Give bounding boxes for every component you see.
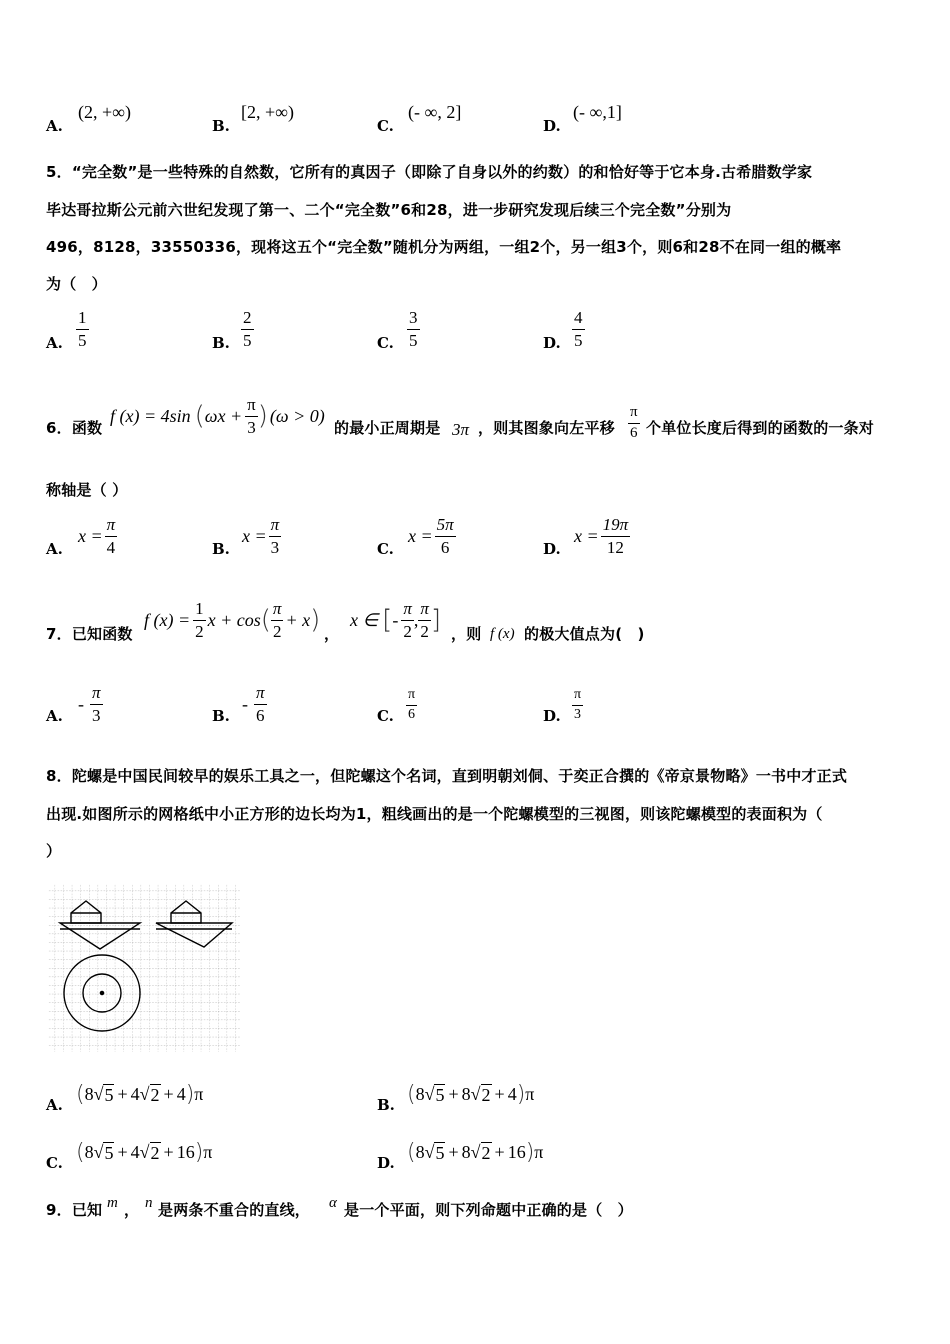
q7-fx: f (x) [490,626,515,642]
q7-option-c-math [406,688,417,722]
q6-mid-text-2: ，则其图象向左平移 [478,419,615,437]
q9-sep: ， [124,1201,140,1219]
q7-mid-text: ，则 [451,625,482,643]
q4-option-a-math: (2, +∞) [78,102,131,122]
numerator: 1 [78,308,87,327]
q4-option-c-math: (- ∞, 2] [408,102,462,122]
q6-option-a-label: A. [46,540,63,558]
numerator: π [106,515,116,534]
q6-option-b-math [242,516,281,556]
q6-text-line-2: 称轴是（ ） [46,481,128,499]
denominator: 3 [247,418,256,437]
q8-option-b-math: ( 8 √ 5 + 8 √ 2 + 4 ) π [407,1082,535,1107]
q5-option-a-label: A. [46,334,63,352]
const-c: 4 [176,1084,186,1104]
pi: π [203,1142,213,1162]
q4-option-d-label: D. [543,117,561,135]
q6-option-d-label: D. [543,540,561,558]
denominator: 5 [78,331,87,350]
q5-option-d-label: D. [543,334,561,352]
q9-mid: 是两条不重合的直线， [158,1201,311,1219]
q5-text-line-1: 5．“完全数”是一些特殊的自然数，它所有的真因子（即除了自身以外的约数）的和恰好等于它本身.古希腊数学家 [46,163,813,181]
q7-option-d-math [572,688,583,722]
root-5: 5 [104,1142,114,1163]
numerator: π [408,687,416,702]
q8-text-line-3: ） [46,842,62,860]
denominator: 3 [92,706,101,725]
coef-a: 8 [84,1084,94,1104]
numerator: 4 [574,308,583,327]
numerator: 5π [436,515,454,534]
q6-suffix: 个单位长度后得到的函数的一条对 [646,419,875,437]
q7-option-a-math [78,684,103,724]
q5-option-d-fraction [572,309,585,349]
root-2: 2 [481,1084,491,1105]
root-5: 5 [435,1142,445,1163]
numerator: π [420,599,429,618]
q4-option-b-label: B. [212,117,230,135]
const-c: 4 [507,1084,517,1104]
q5-option-a-fraction [76,309,89,349]
q7-option-d-label: D. [543,707,561,725]
q8-text-line-2: 出现.如图所示的网格纸中小正方形的边长均为1，粗线画出的是一个陀螺模型的三视图，则该陀螺模型的表面积为（ [46,805,823,823]
q6-option-c-label: C. [377,540,394,558]
coef-b: 4 [130,1142,140,1162]
pi: π [534,1142,544,1162]
q7-option-b-math [242,684,267,724]
q6-func-lhs: f (x) = 4sin [110,405,191,426]
q6-condition: (ω > 0) [269,405,325,426]
q7-option-b-label: B. [212,707,230,725]
q8-option-b-label: B. [377,1096,395,1114]
const-c: 16 [507,1142,526,1162]
coef-a: 8 [415,1084,425,1104]
lhs: x = [242,525,267,546]
denominator: 6 [440,538,450,557]
denominator: 5 [574,331,583,350]
q6-shift-fraction [628,405,640,441]
denominator: 6 [408,707,416,722]
q8-text-line-1: 8．陀螺是中国民间较早的娱乐工具之一，但陀螺这个名词，直到明朝刘侗、于奕正合撰的《帝京景物略》一书中才正式 [46,767,848,785]
numerator: 2 [243,308,252,327]
coef-a: 8 [415,1142,425,1162]
q7-plus-x: + x [285,609,311,630]
q8-option-d-math: ( 8 √ 5 + 8 √ 2 + 16 ) π [407,1140,544,1165]
coef-a: 8 [84,1142,94,1162]
lhs: x = [574,525,599,546]
sign: - [78,693,84,714]
sign: - [242,693,248,714]
coef-b: 4 [130,1084,140,1104]
root-2: 2 [150,1084,160,1105]
numerator: π [574,687,582,702]
denominator: 2 [420,622,429,641]
pi: π [525,1084,535,1104]
denominator: 2 [195,622,204,641]
q7-domain-expression: x ∈ [ - $\frac{\pi}{2}$ , $\frac{\pi}{2}$ ] [350,599,442,641]
q5-text-line-4: 为（ ） [46,275,107,293]
denominator: 4 [106,538,116,557]
q6-prefix: 6．函数 [46,419,103,437]
q6-period: 3π [452,420,470,439]
q7-comma: ， [324,625,340,643]
q7-domain-lhs: x ∈ [350,609,379,630]
numerator: π [247,395,256,414]
q7-function-expression: f (x) = $\frac{1}{2}$ x + cos ( $\frac{\pi}{2}$ + x ) [144,599,321,641]
q7-x-plus-cos: x + cos [207,609,261,630]
numerator: 19π [602,515,629,534]
q7-neg-sign: - [392,609,399,630]
q7-prefix: 7．已知函数 [46,625,133,643]
denominator: 5 [409,331,418,350]
q6-mid-text: 的最小正周期是 [334,419,441,437]
q6-option-b-label: B. [212,540,230,558]
q5-text-line-3: 496，8128，33550336，现将这五个“完全数”随机分为两组，一组2个，另一组3个，则6和28不在同一组的概率 [46,238,842,256]
q8-option-c-label: C. [46,1154,63,1172]
q7-f-lhs: f (x) = [144,609,191,630]
spinning-top-three-view-figure [46,882,244,1057]
q7-option-c-label: C. [377,707,394,725]
pi: π [194,1084,204,1104]
denominator: 12 [606,538,624,557]
root-5: 5 [435,1084,445,1105]
denominator: 6 [256,706,265,725]
denominator: 6 [630,425,638,441]
q8-option-d-label: D. [377,1154,395,1172]
numerator: 3 [409,308,418,327]
denominator: 3 [270,538,280,557]
q6-option-c-math [408,516,456,556]
q9-suffix: 是一个平面，则下列命题中正确的是（ ） [344,1201,633,1219]
q5-option-b-label: B. [212,334,230,352]
q6-option-d-math [574,516,630,556]
coef-b: 8 [461,1084,471,1104]
q7-suffix: 的极大值点为( ) [524,625,645,643]
q6-function-expression: f (x) = 4sin ( ωx + $\frac{\pi}{3}$ ) (ω > 0) [110,395,325,437]
q8-option-a-label: A. [46,1096,63,1114]
q4-option-a-label: A. [46,117,63,135]
q9-n: n [145,1195,153,1211]
q4-option-d-math: (- ∞,1] [573,102,622,122]
q4-option-b-math: [2, +∞) [241,102,294,122]
denominator: 2 [272,622,282,641]
denominator: 5 [243,331,252,350]
q9-prefix: 9．已知 [46,1201,103,1219]
q8-option-c-math: ( 8 √ 5 + 4 √ 2 + 16 ) π [76,1140,213,1165]
q6-option-a-math [78,516,117,556]
root-5: 5 [104,1084,114,1105]
q5-option-c-fraction [407,309,420,349]
q4-option-c-label: C. [377,117,394,135]
q9-alpha: α [329,1195,337,1211]
denominator: 2 [403,622,412,641]
root-2: 2 [481,1142,491,1163]
numerator: π [270,515,280,534]
q5-option-c-label: C. [377,334,394,352]
q6-inner: ωx + [204,405,243,426]
lhs: x = [408,525,433,546]
numerator: π [256,683,265,702]
root-2: 2 [150,1142,160,1163]
q9-m: m [107,1195,118,1211]
numerator: 1 [195,599,204,618]
q7-option-a-label: A. [46,707,63,725]
denominator: 3 [574,707,582,722]
numerator: π [92,683,101,702]
const-c: 16 [176,1142,195,1162]
numerator: π [403,599,412,618]
coef-b: 8 [461,1142,471,1162]
lhs: x = [78,525,103,546]
q5-option-b-fraction [241,309,254,349]
numerator: π [630,404,638,420]
q8-option-a-math: ( 8 √ 5 + 4 √ 2 + 4 ) π [76,1082,204,1107]
q5-text-line-2: 毕达哥拉斯公元前六世纪发现了第一、二个“完全数”6和28，进一步研究发现后续三个完全数”分别为 [46,201,732,219]
numerator: π [272,599,282,618]
